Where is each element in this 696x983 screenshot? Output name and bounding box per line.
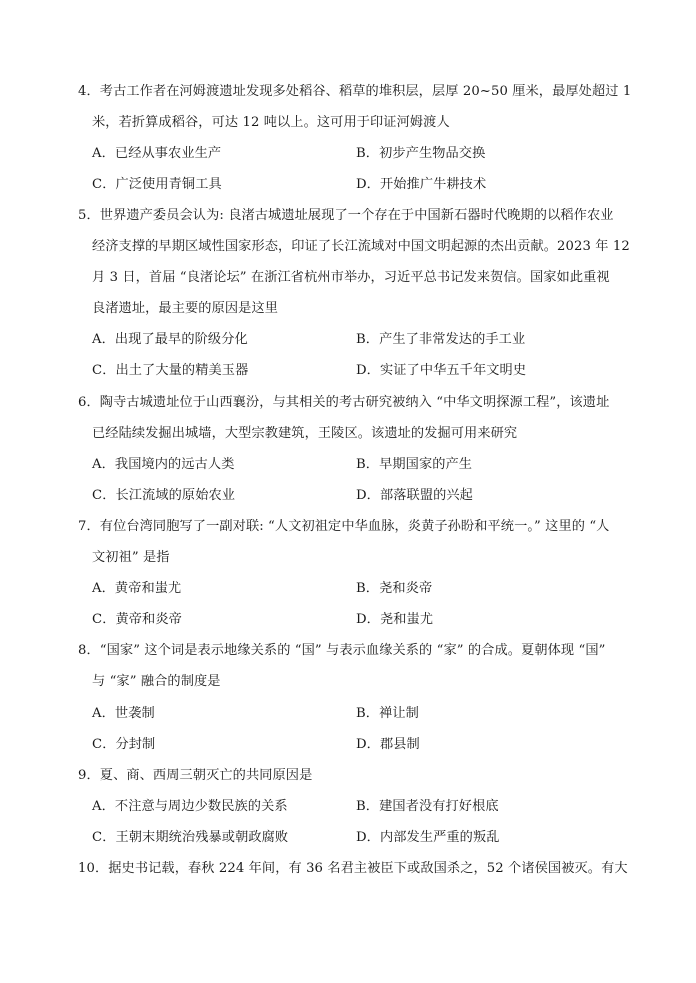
question-4-option-c: C．广泛使用青铜工具 (92, 177, 222, 192)
question-5-line-3: 月 3 日，首届 “良渚论坛” 在浙江省杭州市举办，习近平总书记发来贺信。国家如此重视 (92, 270, 610, 285)
question-5-line-1: 5．世界遗产委员会认为: 良渚古城遗址展现了一个存在于中国新石器时代晚期的以稻作农业 (78, 208, 614, 223)
question-4-option-a: A．已经从事农业生产 (92, 146, 222, 161)
question-5-option-c: C．出土了大量的精美玉器 (92, 363, 249, 378)
question-7-option-c: C．黄帝和炎帝 (92, 612, 182, 627)
question-7-option-d: D．尧和蚩尤 (356, 612, 434, 627)
question-4-option-d: D．开始推广牛耕技术 (356, 177, 487, 192)
question-5-line-2: 经济支撑的早期区域性国家形态，印证了长江流域对中国文明起源的杰出贡献。2023 年 12 (92, 239, 630, 254)
question-9-line-1: 9．夏、商、西周三朝灭亡的共同原因是 (78, 768, 313, 783)
question-8-option-a: A．世袭制 (92, 706, 155, 721)
question-5-line-4: 良渚遗址，最主要的原因是这里 (92, 301, 279, 316)
question-8-option-b: B．禅让制 (356, 706, 419, 721)
question-7-line-2: 文初祖” 是指 (92, 550, 170, 565)
question-8-line-1: 8．“国家” 这个词是表示地缘关系的 “国” 与表示血缘关系的 “家” 的合成。夏朝体现 “国” (78, 643, 606, 658)
question-7-line-1: 7．有位台湾同胞写了一副对联: “人文初祖定中华血脉，炎黄子孙盼和平统一。” 这里的 “人 (78, 519, 610, 534)
question-5-option-a: A．出现了最早的阶级分化 (92, 332, 248, 347)
question-10-line-1: 10．据史书记载，春秋 224 年间，有 36 名君主被臣下或敌国杀之，52 个诸侯国被灭。有大 (78, 861, 628, 876)
question-7-option-a: A．黄帝和蚩尤 (92, 581, 182, 596)
question-6-line-2: 已经陆续发掘出城墙，大型宗教建筑，王陵区。该遗址的发掘可用来研究 (92, 426, 518, 441)
question-6-option-c: C．长江流域的原始农业 (92, 488, 236, 503)
question-4-line-2: 米，若折算成稻谷，可达 12 吨以上。这可用于印证河姆渡人 (92, 115, 450, 130)
question-8-line-2: 与 “家” 融合的制度是 (92, 674, 221, 689)
question-5-option-b: B．产生了非常发达的手工业 (356, 332, 526, 347)
question-9-option-c: C．王朝末期统治残暴或朝政腐败 (92, 830, 289, 845)
question-6-option-b: B．早期国家的产生 (356, 457, 473, 472)
question-6-option-a: A．我国境内的远古人类 (92, 457, 235, 472)
question-4-line-1: 4．考古工作者在河姆渡遗址发现多处稻谷、稻草的堆积层，层厚 20~50 厘米，最厚处超过 1 (78, 84, 632, 99)
question-8-option-c: C．分封制 (92, 737, 156, 752)
question-7-option-b: B．尧和炎帝 (356, 581, 433, 596)
question-9-option-d: D．内部发生严重的叛乱 (356, 830, 500, 845)
question-6-line-1: 6．陶寺古城遗址位于山西襄汾，与其相关的考古研究被纳入 “中华文明探源工程”，该遗址 (78, 395, 610, 410)
question-9-option-a: A．不注意与周边少数民族的关系 (92, 799, 288, 814)
question-9-option-b: B．建国者没有打好根底 (356, 799, 499, 814)
question-6-option-d: D．部落联盟的兴起 (356, 488, 473, 503)
question-5-option-d: D．实证了中华五千年文明史 (356, 363, 527, 378)
question-4-option-b: B．初步产生物品交换 (356, 146, 486, 161)
question-8-option-d: D．郡县制 (356, 737, 420, 752)
